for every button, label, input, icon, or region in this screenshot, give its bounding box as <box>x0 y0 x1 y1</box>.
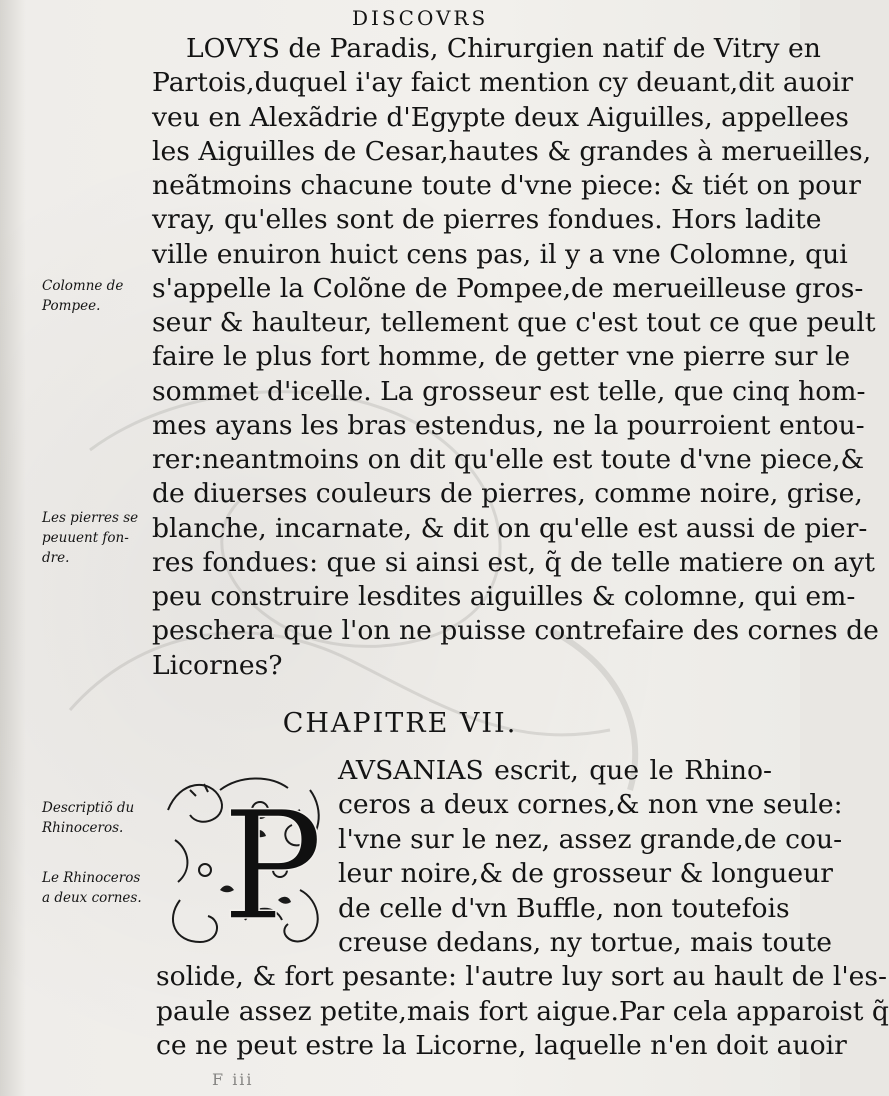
body-line: s'appelle la Colõne de Pompee,de merueilleuse gros- <box>152 272 864 304</box>
margin-note-line: dre. <box>42 550 70 566</box>
chapter-title: CHAPITRE VII. <box>282 708 518 739</box>
body-line: sommet d'icelle. La grosseur est telle, que cinq hom- <box>152 375 866 407</box>
body-line: blanche, incarnate, & dit on qu'elle est aussi de pier- <box>152 512 868 544</box>
chapter-line: de celle d'vn Buffle, non toutefois <box>338 892 790 924</box>
body-line: ville enuiron huict cens pas, il y a vne Colomne, qui <box>152 238 848 270</box>
chapter-line: l'vne sur le nez, assez grande,de cou- <box>338 823 843 855</box>
running-header: DISCOVRS <box>352 6 489 30</box>
margin-note-line: Le Rhinoceros <box>42 870 141 886</box>
chapter-line: ceros a deux cornes,& non vne seule: <box>338 789 843 821</box>
body-line: vray, qu'elles sont de pierres fondues. Hors ladite <box>152 204 822 236</box>
margin-note-colomne <box>42 276 152 316</box>
margin-note-line: Pompee. <box>42 298 101 314</box>
body-paragraph <box>152 32 879 683</box>
margin-note-line: Les pierres se <box>42 510 139 526</box>
chapter-line: creuse dedans, ny tortue, mais toute <box>338 927 833 959</box>
margin-note-line: a deux cornes. <box>42 890 142 906</box>
body-line: LOVYS de Paradis, Chirurgien natif de Vitry en <box>186 33 821 64</box>
signature-mark: F iii <box>212 1070 254 1089</box>
margin-note-line: Rhinoceros. <box>42 820 124 836</box>
margin-note-line: Descriptiõ du <box>42 800 135 816</box>
body-line: mes ayans les bras estendus, ne la pourroient entou- <box>152 409 865 441</box>
body-line: seur & haulteur, tellement que c'est tout ce que peult <box>152 307 876 338</box>
body-line: Licornes? <box>152 649 283 681</box>
body-line: peu construire lesdites aiguilles & colomne, qui em- <box>152 581 856 612</box>
margin-note-pierres <box>42 508 152 568</box>
body-line: res fondues: que si ainsi est, q̃ de telle matiere on ayt <box>152 546 875 578</box>
initial-letter: P <box>222 780 323 954</box>
body-line: rer:neantmoins on dit qu'elle est toute d'vne piece,& <box>152 444 865 475</box>
margin-note-line: Colomne de <box>42 278 124 294</box>
body-line: veu en Alexãdrie d'Egypte deux Aiguilles, appellees <box>152 101 849 133</box>
chapter-line: solide, & fort pesante: l'autre luy sort au hault de l'es- <box>156 961 888 993</box>
body-line: de diuerses couleurs de pierres, comme noire, grise, <box>152 478 863 510</box>
body-line: les Aiguilles de Cesar,hautes & grandes à merueilles, <box>152 135 872 167</box>
chapter-line: paule assez petite,mais fort aigue.Par cela apparoist q̃ <box>156 995 889 1027</box>
body-line: Partois,duquel i'ay faict mention cy deuant,dit auoir <box>152 67 854 99</box>
margin-note-line: peuuent fon- <box>42 530 129 546</box>
margin-note-description <box>42 798 152 838</box>
chapter-line: ce ne peut estre la Licorne, laquelle n'en doit auoir <box>156 1030 847 1062</box>
body-line: neãtmoins chacune toute d'vne piece: & tiét on pour <box>152 170 861 201</box>
chapter-paragraph <box>156 754 889 1064</box>
chapter-line: leur noire,& de grosseur & longueur <box>338 858 833 890</box>
body-line: faire le plus fort homme, de getter vne pierre sur le <box>152 341 851 373</box>
body-line: peschera que l'on ne puisse contrefaire des cornes de <box>152 615 879 647</box>
chapter-line: AVSANIAS escrit, que le Rhino- <box>338 755 772 786</box>
margin-note-deux-cornes <box>42 868 152 908</box>
